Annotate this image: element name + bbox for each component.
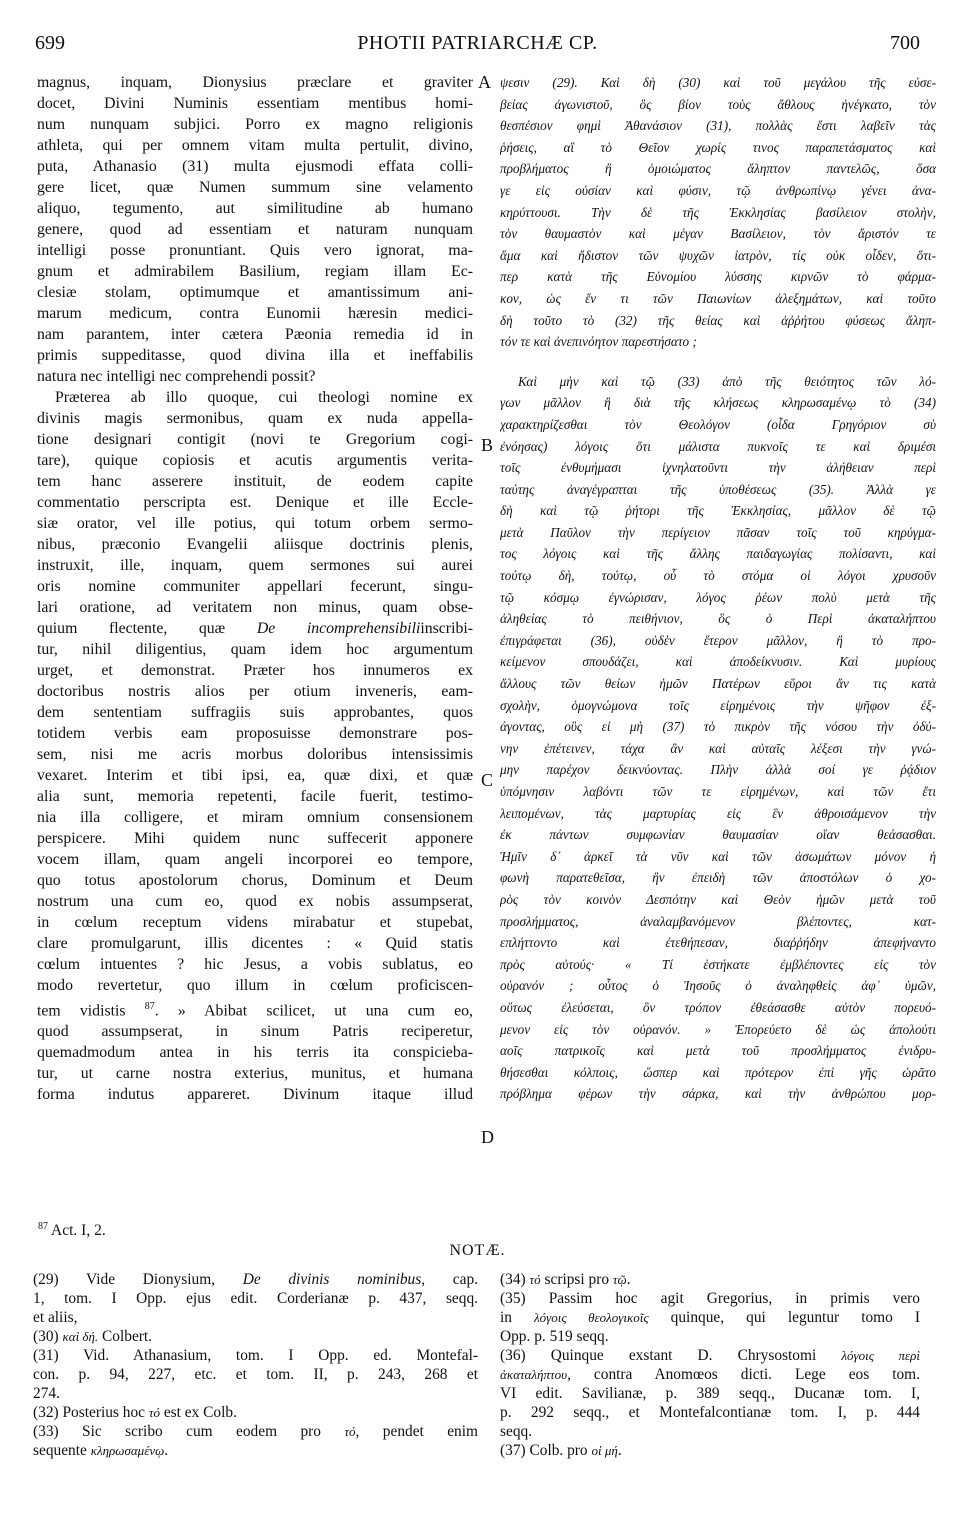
- note-text: 274.: [33, 1385, 60, 1402]
- note-work-title: De divinis nominibus: [242, 1271, 422, 1288]
- latin-line: tur, ut carne nostra exterius, munitus, et humana: [37, 1065, 473, 1083]
- latin-line: clare promulgarunt, illis dicentes : « Quid statis: [37, 935, 473, 952]
- note-line: [33, 1270, 478, 1289]
- latin-line: num nunquam subjici. Porro ex magno religionis: [37, 116, 473, 133]
- greek-line: σχολὴν, ὁμογνώμονα τοῖς εἰρημένοις τὴν ψῆφον ἐξ-: [500, 697, 936, 713]
- note-text: 1, tom. I Opp. ejus edit. Corderianæ p. 437, seqq.: [33, 1290, 478, 1307]
- latin-line: cœlum intuentes ? hic Jesus, a vobis sublatus, eo: [37, 956, 473, 973]
- latin-line: doctoribus nostris alios per otium inveneris, eam-: [37, 683, 473, 700]
- notes-left-column: [33, 1270, 478, 1460]
- note-text: et aliis,: [33, 1309, 78, 1326]
- greek-line: τὸν θαυμαστὸν καὶ μέγαν Βασίλειον, τὸν ἄριστόν τε: [500, 226, 936, 242]
- greek-line: βείας ἀγωνιστοῦ, ὃς βίον τοὺς ἄθλους ἠνέγκατο, τὸν: [500, 96, 936, 112]
- section-marker-c: C: [481, 770, 494, 790]
- latin-line: clesiæ stolam, optimumque et amantissimum ani-: [37, 284, 473, 301]
- latin-line: tem hanc asserere instituit, de eodem capite: [37, 473, 473, 490]
- notes-heading: NOTÆ.: [449, 1242, 506, 1259]
- note-line: [500, 1289, 920, 1308]
- latin-line: lari oratione, ad veritatem non minus, quam obse-: [37, 599, 473, 616]
- page-number-left: 699: [35, 32, 65, 54]
- latin-line: tare), quique copiosis et acutis argumentis verita-: [37, 452, 473, 469]
- note-greek: κληρωσαμένῳ: [90, 1443, 165, 1458]
- greek-line: πρὸς αὐτούς· « Τί ἑστήκατε ἐμβλέποντες εἰς τὸν: [500, 956, 936, 972]
- note-text: scripsi pro: [540, 1271, 613, 1288]
- latin-line: nia illa colligere, et miram omnium consensionem: [37, 809, 473, 826]
- greek-line: επλήττοντο καὶ ἐτεθήπεσαν, διαῤῥήδην ἀπεφήναντο: [500, 935, 936, 951]
- note-text: VI edit. Savilianæ, p. 389 seqq., Ducanæ tom. I,: [500, 1385, 920, 1402]
- latin-line: intelligi posse pronuntiant. Quis vero ignorat, ma-: [37, 242, 473, 259]
- latin-line: totidem verbis eam proposuisse demonstrare pos-: [37, 725, 473, 742]
- note-greek: τό: [529, 1272, 541, 1287]
- greek-line: ἐπιγράφεται (36), οὐδὲν ἕτερον μᾶλλον, ἢ τὸ προ-: [500, 632, 936, 648]
- note-text: con. p. 94, 227, etc. et tom. II, p. 243, 268 et: [33, 1366, 478, 1383]
- latin-fragment: tem vidistis: [37, 1002, 126, 1020]
- latin-line: magnus, inquam, Dionysius præclare et graviter: [37, 74, 473, 91]
- greek-line: ἅμα καὶ ἥδιστον τῶν ψυχῶν ἰατρὸν, τίς οὐκ οἶδεν, ὅτι-: [500, 247, 936, 263]
- greek-line: γων μᾶλλον ἢ διὰ τῆς κλήσεως κληρωσαμένῳ τὸ (34): [500, 395, 936, 411]
- greek-line: κηρύττουσι. Τὴν δὲ τῆς Ἐκκλησίας βασίλειον στολὴν,: [500, 204, 936, 220]
- note-text: seqq.: [500, 1423, 533, 1440]
- greek-line: θεσπέσιον φημὶ Ἀθανάσιον (31), πολλὰς ἔστι λαβεῖν τὰς: [500, 118, 936, 134]
- note-greek: τῷ: [612, 1272, 627, 1287]
- note-text: (33) Sic scribo cum eodem pro: [33, 1423, 345, 1440]
- note-text: (37) Colb. pro: [500, 1442, 592, 1459]
- note-line: [500, 1327, 920, 1346]
- footnote-text: Act. I, 2.: [51, 1222, 106, 1240]
- notes-right-column: [500, 1270, 920, 1460]
- latin-line: aliquo, tegumento, aut similitudine ab humano: [37, 200, 473, 217]
- greek-line: θήσεσθαι κόλποις, ὥσπερ καὶ πρότερον ἐπὶ γῆς ὡρᾶτο: [500, 1064, 936, 1080]
- latin-line: divinis magis sermonibus, quam ex nuda appella-: [37, 410, 473, 427]
- note-line: [33, 1289, 478, 1308]
- greek-line: άγοντας, οὓς εἰ μὴ (37) τὸ πικρὸν τῆς νόσου τὴν ὀδύ-: [500, 719, 936, 735]
- running-title: PHOTII PATRIARCHÆ CP.: [357, 32, 598, 54]
- latin-line: athleta, qui per omnem vitam multa pertulit, divino,: [37, 137, 473, 154]
- greek-line: φωνὴ παρατεθεῖσα, ἣν ἐπειδὴ τῶν ἀποστόλων ὁ χο-: [500, 870, 936, 886]
- note-line: [500, 1384, 920, 1403]
- greek-line: προσλήμματος, ἀναλαμβανόμενον βλέποντες, κατ-: [500, 913, 936, 929]
- latin-line: vexaret. Interim et tibi ipsi, ea, quæ dixi, et quæ: [37, 767, 473, 784]
- latin-line: tione designari contigit (novi te Gregorium cogi-: [37, 431, 473, 448]
- latin-line: Præterea ab illo quoque, cui theologi nomine ex: [55, 389, 473, 406]
- latin-line: forma indutus appareret. Divinum itaque illud: [37, 1086, 473, 1104]
- note-text: Opp. p. 519 seqq.: [500, 1328, 609, 1345]
- latin-line: genere, quod ad essentiam et naturam nunquam: [37, 221, 473, 238]
- page-number-right: 700: [890, 32, 920, 54]
- latin-line: commentatio perscripta est. Denique et ille Eccle-: [37, 494, 473, 511]
- greek-line: λειπομένων, τὰς μαρτυρίας εἰς ἓν ἀθροισάμενον τὴν: [500, 805, 936, 821]
- footnote-ref-87: 87: [144, 1001, 155, 1012]
- note-line: [33, 1403, 478, 1422]
- greek-line: Καὶ μὴν καὶ τῷ (33) ἀπὸ τῆς θειότητος τῶν λό-: [518, 373, 936, 389]
- latin-line: oris nomine communiter appellari fecerunt, singu-: [37, 578, 473, 595]
- latin-line: puta, Athanasio (31) multa ejusmodi effata colli-: [37, 158, 473, 175]
- note-greek: λόγοις θεολογικοῖς: [534, 1310, 649, 1325]
- latin-line: nostrum una cum eo, quod ex nobis assumpserat,: [37, 893, 473, 910]
- note-line: [500, 1441, 920, 1460]
- latin-line: gnum et admirabilem Basilium, regiam illam Ec-: [37, 263, 473, 280]
- note-greek: οἱ μή: [591, 1443, 618, 1458]
- greek-line: μετὰ Παῦλον τὴν περίγειον πᾶσαν τοῖς τοῦ κηρύγμα-: [500, 524, 936, 540]
- section-marker-a: A: [478, 72, 491, 92]
- note-text: (34): [500, 1271, 530, 1288]
- note-greek: λόγοις περὶ: [841, 1348, 920, 1363]
- latin-line: vocem illam, quam angeli incorporei eo tempore,: [37, 851, 473, 868]
- greek-line: νην ἐπέτεινεν, τάχα ἂν καὶ αὐταῖς λέξεσι τὴν γνώ-: [500, 740, 936, 756]
- greek-line: οὕτως ἐλεύσεται, ὃν τρόπον ἐθεάσασθε αὐτὸν πορευό-: [500, 999, 936, 1015]
- note-greek: τό: [148, 1405, 160, 1420]
- latin-line: quo totus apostolorum chorus, Dominum et Deum: [37, 872, 473, 889]
- latin-line: siæ orator, vel ille potius, qui totum orbem sermo-: [37, 515, 473, 532]
- greek-line: ἐκ πάντων συμφωνίαν θαυμασίαν οἵαν θεάσασθαι.: [500, 827, 936, 843]
- latin-line: primis suppeditasse, quod divina illa et ineffabilis: [37, 347, 473, 364]
- latin-line: tur, nihil diligentius, quam idem hoc argumentum: [37, 641, 473, 658]
- latin-line: urget, et demonstrat. Præter hos innumeros ex: [37, 662, 473, 679]
- latin-column: [37, 72, 473, 1105]
- greek-line: ἐνόησας) λόγοις ὅτι μάλιστα πυκνοῖς τε καὶ δριμέσι: [500, 438, 936, 454]
- latin-line: quemadmodum antea in his terris ita conspicieba-: [37, 1044, 473, 1062]
- note-line: [33, 1346, 478, 1365]
- note-text: .: [626, 1271, 631, 1288]
- latin-line: dem sententiam suffragiis suis approbantes, quos: [37, 704, 473, 721]
- greek-line: κείμενον σπουδάζει, καὶ ἀποδείκνυσιν. Καὶ μυρίους: [500, 654, 936, 670]
- latin-line: modo revertetur, quo illum in cœlum proficiscen-: [37, 977, 473, 994]
- note-line: [33, 1365, 478, 1384]
- work-title: De incomprehensibili: [256, 620, 421, 637]
- note-text: , cap.: [421, 1271, 478, 1288]
- latin-fragment: quium flectente, quæ: [37, 620, 226, 637]
- latin-line: [37, 618, 473, 639]
- greek-line: περ κατὰ τῆς Εὐνομίου λύσσης κιρνῶν τὸ φάρμα-: [500, 269, 936, 285]
- latin-line: nam parantem, inter cætera Pæonia remedia id in: [37, 326, 473, 343]
- latin-line: gere licet, quæ Numen summum sine velamento: [37, 179, 473, 196]
- note-text: (32) Posterius hoc: [33, 1404, 149, 1421]
- greek-line: δὴ καὶ τῷ ῥήτορι τῆς Ἐκκλησίας, μᾶλλον δὲ τῷ: [500, 503, 936, 519]
- note-line: [500, 1365, 920, 1384]
- greek-line: ὑπόμνησιν λαβόντι τῶν τε εἰρημένων, καὶ τῶν ἔτι: [500, 784, 936, 799]
- latin-fragment: inscribi-: [420, 620, 473, 637]
- note-text: est ex Colb.: [160, 1404, 237, 1421]
- note-text: .: [164, 1442, 169, 1459]
- latin-line: instruxit, ille, inquam, quem sermones sui aurei: [37, 557, 473, 574]
- greek-line: τος λόγοις καὶ τῆς ἄλλης παιδαγωγίας πολίσαντι, καὶ: [500, 546, 936, 562]
- greek-line: τοῖς ἐνθυμήμασι ἰχνηλατοῦντι τὴν ἀλήθειαν περὶ: [500, 460, 936, 476]
- greek-line: οὐρανόν ; οὗτος ὁ Ἰησοῦς ὁ ἀναληφθεὶς ἀφ᾽ ὑμῶν,: [500, 978, 936, 994]
- note-text: (30): [33, 1328, 63, 1345]
- note-text: p. 292 seqq., et Montefalcontianæ tom. I, p. 444: [500, 1404, 920, 1421]
- greek-line: κον, ὡς ἕν τι τῶν Παιωνίων ἀλεξημάτων, καὶ τοῦτο: [500, 290, 936, 306]
- greek-line: τόν τε καὶ ἀνεπινόητον παρεστήσατο ;: [500, 334, 697, 350]
- note-text: (35) Passim hoc agit Gregorius, in primis vero: [500, 1290, 920, 1307]
- note-text: , pendet enim: [355, 1423, 478, 1440]
- note-greek: ἀκαταλήπτου: [500, 1367, 568, 1382]
- note-line: [500, 1346, 920, 1365]
- note-line: [500, 1422, 920, 1441]
- note-line: [33, 1327, 478, 1346]
- note-text: Colbert.: [98, 1328, 153, 1345]
- greek-line: τούτῳ δὴ, τούτῳ, οὗ τὸ στόμα οἱ λόγοι χρυσοῦν: [500, 568, 936, 584]
- note-text: .: [617, 1442, 622, 1459]
- note-line: [500, 1270, 920, 1289]
- note-text: sequente: [33, 1442, 91, 1459]
- greek-line: ταύτης ἀναγέγραπται τῆς ὑποθέσεως (35). Ἀλλὰ γε: [500, 481, 936, 497]
- latin-fragment: . » Abibat scilicet, ut una cum eo,: [154, 1002, 473, 1020]
- footnote-number: 87: [38, 1221, 48, 1232]
- latin-line: nibus, præconio Evangelii aliisque doctrinis plenis,: [37, 536, 473, 553]
- greek-line: τῷ κόσμῳ ἐγνώρισαν, λόγος ῥέων πολὺ μετὰ τῆς: [500, 589, 936, 605]
- greek-column: [500, 72, 936, 1105]
- greek-line: προβλήματος ἢ ὁμοιώματος ἄληπτον παντελῶς, ὅσα: [500, 161, 936, 177]
- latin-line: quod assumpserat, in sinum Patris reciperetur,: [37, 1023, 473, 1041]
- greek-line: αοῖς πατρικοῖς καὶ μετὰ τοῦ προσλήμματος ἐνιδρυ-: [500, 1043, 936, 1059]
- greek-line: γε εἰς οὐσίαν καὶ φύσιν, τῷ ἀνθρωπίνῳ γένει ἀνα-: [500, 182, 936, 198]
- note-text: , contra Anomœos dicti. Lege eos tom.: [567, 1366, 920, 1383]
- section-marker-d: D: [481, 1127, 494, 1147]
- note-greek: τό: [344, 1424, 356, 1439]
- note-text: quinque, qui leguntur tomo I: [648, 1309, 920, 1326]
- greek-line: ἀληθείας τὸ πειθήνιον, ὃς ὁ Περὶ ἀκαταλήπτου: [500, 611, 936, 627]
- note-text: (29) Vide Dionysium,: [33, 1271, 243, 1288]
- greek-line: χαρακτηρίζεσθαι τὸν Θεολόγον (οἶδα Γρηγόριον σὺ: [500, 416, 936, 432]
- latin-line: alia sunt, memoria repetenti, facile fuerit, testimo-: [37, 788, 473, 805]
- note-text: (36) Quinque exstant D. Chrysostomi: [500, 1347, 842, 1364]
- note-line: [500, 1403, 920, 1422]
- greek-line: δὴ τοῦτο τὸ (32) τῆς θείας καὶ ἀῤῥήτου φύσεως ἄληπ-: [500, 312, 936, 328]
- greek-line: πρόβλημα φέρων τὴν σάρκα, καὶ τὴν ἀνθρώπου μορ-: [500, 1086, 936, 1102]
- note-greek: καὶ δή.: [62, 1329, 99, 1344]
- greek-line: ἄλλους τῶν θείων ἡμῶν Πατέρων εὕροι ἄν τις κατὰ: [500, 676, 936, 692]
- latin-line: perspicere. Mihi quidem nunc suffecerit apponere: [37, 830, 473, 847]
- greek-line: μην παρέχον δεικνύοντας. Πλὴν ἀλλὰ σοί γε ῥᾴδιον: [500, 762, 936, 778]
- greek-line: ρὸς τὸν κοινὸν Δεσπότην καὶ Θεὸν ἡμῶν μετὰ τοῦ: [500, 891, 936, 907]
- note-text: in: [500, 1309, 535, 1326]
- footnote-87: [38, 1216, 106, 1241]
- greek-line: μενον εἰς τὸν οὐρανόν. » Ἐπορεύετο δὲ ὡς ἀπολούτι: [500, 1021, 936, 1037]
- latin-line: [37, 996, 473, 1021]
- note-line: [500, 1308, 920, 1327]
- note-line: [33, 1308, 478, 1327]
- greek-line: Ἡμῖν δ᾽ ἀρκεῖ τὰ νῦν καὶ τῶν ἀσωμάτων μόνον ἡ: [500, 848, 936, 864]
- note-line: [33, 1422, 478, 1441]
- greek-line: ψεσιν (29). Καὶ δὴ (30) καὶ τοῦ μεγάλου τῆς εὐσε-: [500, 75, 936, 90]
- greek-line: ῥήσεις, αἳ τὸ Θεῖον χωρίς τινος παραπετάσματος καὶ: [500, 139, 936, 155]
- note-line: [33, 1441, 478, 1460]
- latin-line: natura nec intelligi nec comprehendi possit?: [37, 368, 316, 385]
- note-line: [33, 1384, 478, 1403]
- note-text: (31) Vid. Athanasium, tom. I Opp. ed. Montefal-: [33, 1347, 478, 1364]
- latin-line: docet, Divini Numinis essentiam mentibus homi-: [37, 95, 473, 112]
- section-marker-b: B: [481, 435, 494, 455]
- latin-line: in cœlum receptum videns mirabatur et stupebat,: [37, 914, 473, 931]
- latin-line: marum medicum, contra Eunomii hæresin medici-: [37, 305, 473, 322]
- latin-line: sem, nisi me acris morbus doloribus intensissimis: [37, 746, 473, 763]
